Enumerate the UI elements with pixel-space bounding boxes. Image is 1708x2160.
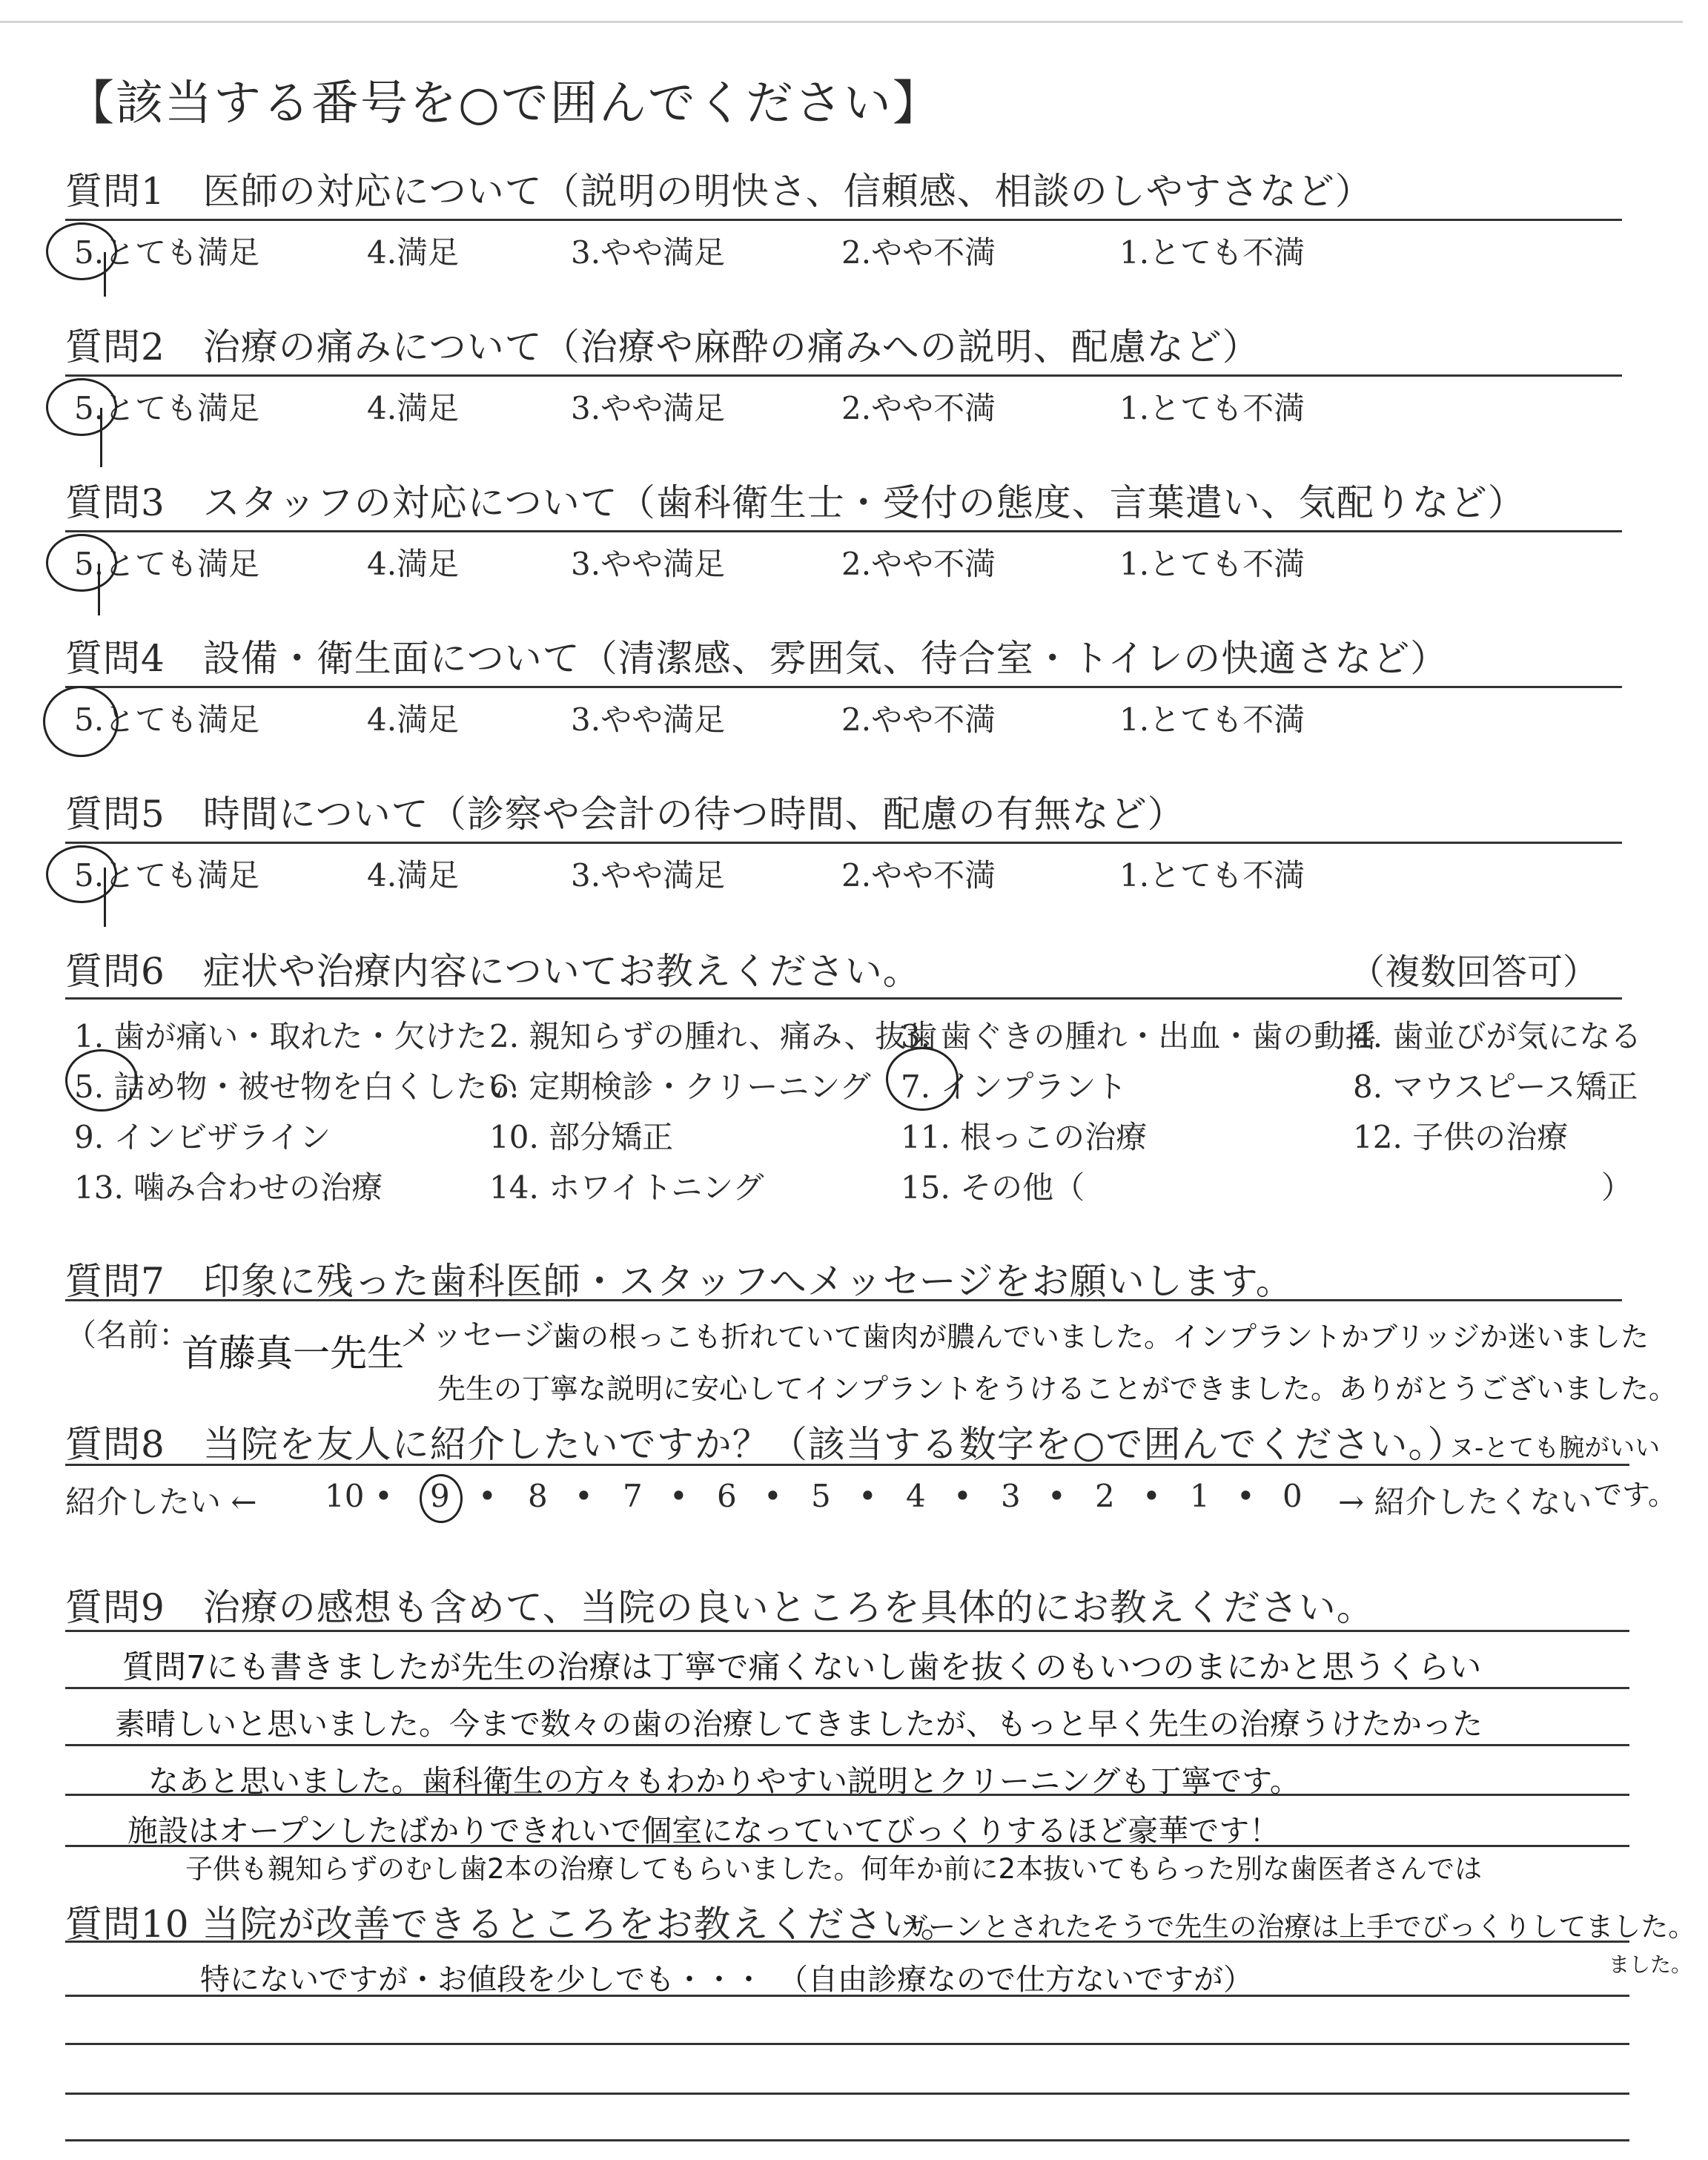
scale-0[interactable]: 0 bbox=[1282, 1478, 1302, 1514]
q8-hand-note-a: ヌ-とても腕がいい bbox=[1449, 1433, 1661, 1463]
question-4-rule bbox=[65, 686, 1622, 688]
treatment-option-8[interactable]: 8. マウスピース矯正 bbox=[1353, 1069, 1638, 1105]
q2-option-3[interactable]: 3.やや満足 bbox=[571, 390, 726, 426]
q5-option-1[interactable]: 1.とても不満 bbox=[1119, 857, 1305, 894]
question-2-options bbox=[0, 384, 1708, 429]
scale-5[interactable]: 5 bbox=[811, 1478, 831, 1514]
treatment-option-15[interactable]: 15. その他（ bbox=[901, 1169, 1085, 1206]
q10-rule-1 bbox=[65, 1995, 1629, 1997]
q3-option-2[interactable]: 2.やや不満 bbox=[841, 546, 996, 582]
treatment-options bbox=[0, 1005, 1708, 1205]
question-2-rule bbox=[65, 374, 1622, 377]
scale-dot: • bbox=[858, 1478, 877, 1514]
scale-dot: • bbox=[953, 1478, 972, 1514]
q7-message-label: メッセージ： bbox=[400, 1317, 586, 1353]
treatment-option-1[interactable]: 1. 歯が痛い・取れた・欠けた bbox=[74, 1018, 488, 1054]
scale-dot: • bbox=[575, 1478, 593, 1514]
scale-dot: • bbox=[1047, 1478, 1066, 1514]
q4-option-2[interactable]: 2.やや不満 bbox=[841, 701, 996, 738]
question-8: 質問8 当院を友人に紹介したいですか？（該当する数字を○で囲んでください。） bbox=[65, 1423, 1466, 1466]
question-7-rule bbox=[65, 1299, 1622, 1301]
q9-answer-line-3[interactable]: なあと思いました。歯科衛生の方々もわかりやすい説明とクリーニングも丁寧です。 bbox=[148, 1763, 1300, 1799]
q9-rule-0 bbox=[65, 1630, 1629, 1632]
q1-hand-tick bbox=[104, 252, 106, 297]
q5-option-2[interactable]: 2.やや不満 bbox=[841, 857, 996, 894]
q4-hand-circle bbox=[43, 686, 119, 757]
scale-dot: • bbox=[669, 1478, 688, 1514]
question-6-rule bbox=[65, 997, 1622, 1000]
q1-option-3[interactable]: 3.やや満足 bbox=[571, 234, 726, 271]
treatment-option-15-close: ） bbox=[1601, 1169, 1633, 1206]
scale-10[interactable]: 10 bbox=[325, 1478, 365, 1514]
q1-option-2[interactable]: 2.やや不満 bbox=[841, 234, 996, 271]
q10-rule-2 bbox=[65, 2043, 1629, 2045]
scale-dot: • bbox=[478, 1478, 497, 1514]
q9-rule-3 bbox=[65, 1794, 1629, 1796]
scale-6[interactable]: 6 bbox=[717, 1478, 737, 1514]
q8-hand-note-b: です。 bbox=[1594, 1479, 1676, 1511]
scale-9-hand-circle bbox=[420, 1474, 463, 1523]
scale-left-label: 紹介したい ← bbox=[65, 1484, 257, 1520]
q3-hand-circle bbox=[46, 534, 117, 592]
q1-option-4[interactable]: 4.満足 bbox=[367, 234, 460, 271]
q3-option-1[interactable]: 1.とても不満 bbox=[1119, 546, 1305, 582]
question-8-rule bbox=[65, 1464, 1629, 1466]
treatment-5-hand-circle bbox=[65, 1049, 138, 1112]
q9-answer-line-2[interactable]: 素晴しいと思いました。今まで数々の歯の治療してきましたが、もっと早く先生の治療うけたかった bbox=[115, 1706, 1483, 1742]
q10-rule-3 bbox=[65, 2093, 1629, 2095]
q7-name-label: （名前： bbox=[65, 1317, 191, 1353]
treatment-option-11[interactable]: 11. 根っこの治療 bbox=[901, 1119, 1148, 1155]
question-3-rule bbox=[65, 530, 1622, 532]
q5-option-3[interactable]: 3.やや満足 bbox=[571, 857, 726, 894]
q4-option-4[interactable]: 4.満足 bbox=[367, 701, 460, 738]
question-5-options bbox=[0, 851, 1708, 896]
scale-dot: • bbox=[764, 1478, 782, 1514]
q10-overflow-note: ガーンとされたそうで先生の治療は上手でびっくりしてました。 bbox=[901, 1911, 1696, 1943]
q7-message-line-2[interactable]: 先生の丁寧な説明に安心してインプラントをうけることができました。ありがとうございました。 bbox=[437, 1373, 1678, 1405]
q10-overflow-note-2: ました。 bbox=[1609, 1952, 1692, 1977]
treatment-option-9[interactable]: 9. インビザライン bbox=[74, 1119, 331, 1155]
treatment-option-13[interactable]: 13. 噛み合わせの治療 bbox=[74, 1169, 383, 1206]
scale-dot: • bbox=[374, 1478, 393, 1514]
q9-answer-line-5[interactable]: 子供も親知らずのむし歯2本の治療してもらいました。何年か前に2本抜いてもらった別な歯医者さんでは bbox=[185, 1853, 1483, 1885]
question-5-rule bbox=[65, 842, 1622, 844]
question-1-rule bbox=[65, 219, 1622, 221]
treatment-option-5[interactable]: 5. 詰め物・被せ物を白くしたい bbox=[74, 1069, 519, 1105]
treatment-option-4[interactable]: 4. 歯並びが気になる bbox=[1353, 1018, 1642, 1054]
treatment-option-14[interactable]: 14. ホワイトニング bbox=[489, 1169, 764, 1206]
question-6: 質問6 症状や治療内容についてお教えください。 bbox=[65, 950, 921, 993]
q7-message-line-1[interactable]: 歯の根っこも折れていて歯肉が膿んでいました。インプラントかブリッジか迷いました bbox=[552, 1321, 1649, 1353]
q9-rule-1 bbox=[65, 1687, 1629, 1689]
question-4-options bbox=[0, 696, 1708, 740]
q10-rule-0 bbox=[65, 1941, 1629, 1943]
q4-option-1[interactable]: 1.とても不満 bbox=[1119, 701, 1305, 738]
q2-option-4[interactable]: 4.満足 bbox=[367, 390, 460, 426]
q3-option-4[interactable]: 4.満足 bbox=[367, 546, 460, 582]
question-9: 質問9 治療の感想も含めて、当院の良いところを具体的にお教えください。 bbox=[65, 1586, 1374, 1629]
q1-option-1[interactable]: 1.とても不満 bbox=[1119, 234, 1305, 271]
treatment-option-3[interactable]: 3. 歯ぐきの腫れ・出血・歯の動揺 bbox=[901, 1018, 1377, 1054]
q3-option-3[interactable]: 3.やや満足 bbox=[571, 546, 726, 582]
q3-hand-tick bbox=[98, 564, 100, 615]
scale-4[interactable]: 4 bbox=[906, 1478, 926, 1514]
scale-2[interactable]: 2 bbox=[1095, 1478, 1115, 1514]
scale-3[interactable]: 3 bbox=[1001, 1478, 1021, 1514]
scale-9[interactable]: 9 bbox=[430, 1478, 450, 1514]
scale-dot: • bbox=[1237, 1478, 1255, 1514]
q4-option-5[interactable]: 5.とても満足 bbox=[74, 701, 260, 738]
q7-name-value[interactable]: 首藤真一先生 bbox=[182, 1332, 404, 1375]
q2-option-1[interactable]: 1.とても不満 bbox=[1119, 390, 1305, 426]
q5-hand-circle bbox=[46, 845, 117, 903]
q6-multiple-note: （複数回答可） bbox=[1349, 951, 1599, 993]
question-1-options bbox=[0, 228, 1708, 273]
q5-hand-tick bbox=[104, 868, 106, 927]
q9-rule-2 bbox=[65, 1744, 1629, 1746]
q10-rule-4 bbox=[65, 2139, 1629, 2141]
treatment-7-hand-circle bbox=[886, 1047, 959, 1111]
q5-option-4[interactable]: 4.満足 bbox=[367, 857, 460, 894]
treatment-option-10[interactable]: 10. 部分矯正 bbox=[489, 1119, 674, 1155]
scale-dot: • bbox=[1142, 1478, 1161, 1514]
referral-scale bbox=[0, 1472, 1708, 1524]
question-3-options bbox=[0, 540, 1708, 584]
scale-1[interactable]: 1 bbox=[1190, 1478, 1210, 1514]
treatment-option-2[interactable]: 2. 親知らずの腫れ、痛み、抜歯 bbox=[489, 1018, 938, 1054]
treatment-option-12[interactable]: 12. 子供の治療 bbox=[1353, 1119, 1569, 1155]
q2-hand-circle bbox=[46, 378, 117, 436]
q2-option-5[interactable]: 5.とても満足 bbox=[74, 390, 260, 426]
q3-option-5[interactable]: 5.とても満足 bbox=[74, 546, 260, 582]
q10-answer[interactable]: 特にないですが・お値段を少しでも・・・ （自由診療なので仕方ないですが） bbox=[200, 1963, 1253, 1997]
top-border bbox=[0, 21, 1683, 23]
treatment-option-6[interactable]: 6. 定期検診・クリーニング bbox=[489, 1069, 871, 1105]
question-4: 質問4 設備・衛生面について（清潔感、雰囲気、待合室・トイレの快適さなど） bbox=[65, 637, 1449, 680]
question-5: 質問5 時間について（診察や会計の待つ時間、配慮の有無など） bbox=[65, 793, 1185, 836]
q2-hand-tick bbox=[100, 408, 102, 467]
question-3: 質問3 スタッフの対応について（歯科衛生士・受付の態度、言葉遣い、気配りなど） bbox=[65, 481, 1526, 524]
q1-option-5[interactable]: 5.とても満足 bbox=[74, 234, 260, 271]
q2-option-2[interactable]: 2.やや不満 bbox=[841, 390, 996, 426]
scale-right-label: → 紹介したくない bbox=[1338, 1484, 1592, 1520]
q9-answer-line-4[interactable]: 施設はオープンしたばかりできれいで個室になっていてびっくりするほど豪華です！ bbox=[128, 1813, 1280, 1849]
question-10: 質問10 当院が改善できるところをお教えください。 bbox=[65, 1903, 959, 1946]
q4-option-3[interactable]: 3.やや満足 bbox=[571, 701, 726, 738]
form-title: 【該当する番号を○で囲んでください】 bbox=[67, 76, 941, 131]
question-2: 質問2 治療の痛みについて（治療や麻酔の痛みへの説明、配慮など） bbox=[65, 326, 1260, 369]
question-1: 質問1 医師の対応について（説明の明快さ、信頼感、相談のしやすさなど） bbox=[65, 170, 1373, 213]
q9-answer-line-1[interactable]: 質問7にも書きましたが先生の治療は丁寧で痛くないし歯を抜くのもいつのまにかと思うくらい bbox=[122, 1649, 1482, 1686]
q1-hand-circle bbox=[46, 222, 117, 280]
scale-7[interactable]: 7 bbox=[623, 1478, 643, 1514]
q5-option-5[interactable]: 5.とても満足 bbox=[74, 857, 260, 894]
question-7: 質問7 印象に残った歯科医師・スタッフへメッセージをお願いします。 bbox=[65, 1260, 1294, 1303]
scale-8[interactable]: 8 bbox=[528, 1478, 548, 1514]
treatment-option-7[interactable]: 7. インプラント bbox=[901, 1069, 1128, 1105]
